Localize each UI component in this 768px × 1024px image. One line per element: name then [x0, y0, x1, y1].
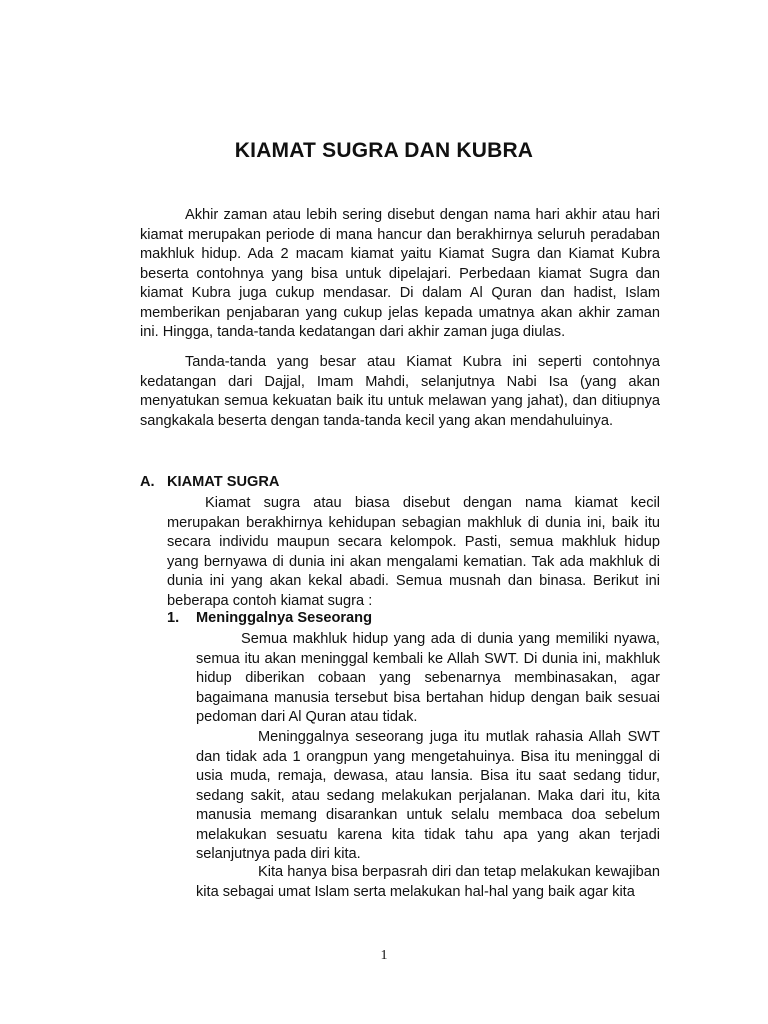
subsection-1-number: 1. — [167, 610, 180, 626]
intro-paragraph-1: Akhir zaman atau lebih sering disebut dengan nama hari akhir atau hari kiamat merupakan periode di mana hancur dan berakhirnya seluruh peradaban makhluk hidup. Ada 2 macam kiamat yaitu Kiamat Sugra dan Kiamat Kubra beserta contohnya yang bisa untuk dipelajari. Perbedaan kiamat Sugra dan kiamat Kubra juga cukup mendasar. Di dalam Al Quran dan hadist, Islam memberikan penjabaran yang cukup jelas kepada umatnya akan akhir zaman ini. Hingga, tanda-tanda kedatangan dari akhir zaman juga diulas. — [140, 207, 660, 340]
subsection-1-paragraph-2: Meninggalnya seseorang juga itu mutlak rahasia Allah SWT dan tidak ada 1 orangpun yang mengetahuinya. Bisa itu meninggal di usia muda, remaja, dewasa, atau lansia. Bisa itu saat sedang tidur, sedang sakit, atau sedang melakukan perjalanan. Maka dari itu, kita manusia memang disarankan untuk selalu membaca doa sebelum melakukan sesuatu karena kita tidak tahu apa yang akan terjadi selanjutnya pada diri kita. — [196, 729, 660, 862]
subsection-1-title: Meninggalnya Seseorang — [196, 610, 372, 626]
section-a-letter: A. — [140, 474, 155, 490]
subsection-1-paragraph-3: Kita hanya bisa berpasrah diri dan tetap melakukan kewajiban kita sebagai umat Islam serta melakukan hal-hal yang baik agar kita — [196, 864, 660, 900]
section-a-paragraph: Kiamat sugra atau biasa disebut dengan nama kiamat kecil merupakan berakhirnya kehidupan sebagian makhluk di dunia ini, baik itu secara individu maupun secara kelompok. Pasti, semua makhluk hidup yang bernyawa di dunia ini akan mengalami kematian. Tak ada makhluk di dunia ini yang akan kekal abadi. Semua musnah dan binasa. Berikut ini beberapa contoh kiamat sugra : — [167, 495, 660, 609]
subsection-1-paragraph-1: Semua makhluk hidup yang ada di dunia yang memiliki nyawa, semua itu akan meninggal kembali ke Allah SWT. Di dunia ini, makhluk hidup diberikan cobaan yang sebenarnya membinasakan, agar bagaimana manusia tersebut bisa bertahan hidup dengan baik sesuai pedoman dari Al Quran atau tidak. — [196, 631, 660, 725]
subsection-1-heading — [167, 610, 372, 626]
document-title: KIAMAT SUGRA DAN KUBRA — [234, 139, 534, 162]
section-a-title: KIAMAT SUGRA — [167, 474, 280, 490]
page-number: 1 — [380, 948, 388, 963]
intro-paragraph-2: Tanda-tanda yang besar atau Kiamat Kubra ini seperti contohnya kedatangan dari Dajjal, Imam Mahdi, selanjutnya Nabi Isa (yang akan menyatukan semua kekuatan baik itu untuk melawan yang jahat), dan ditiupnya sangkakala beserta dengan tanda-tanda kecil yang akan mendahuluinya. — [140, 354, 660, 429]
section-a-heading — [140, 474, 279, 490]
